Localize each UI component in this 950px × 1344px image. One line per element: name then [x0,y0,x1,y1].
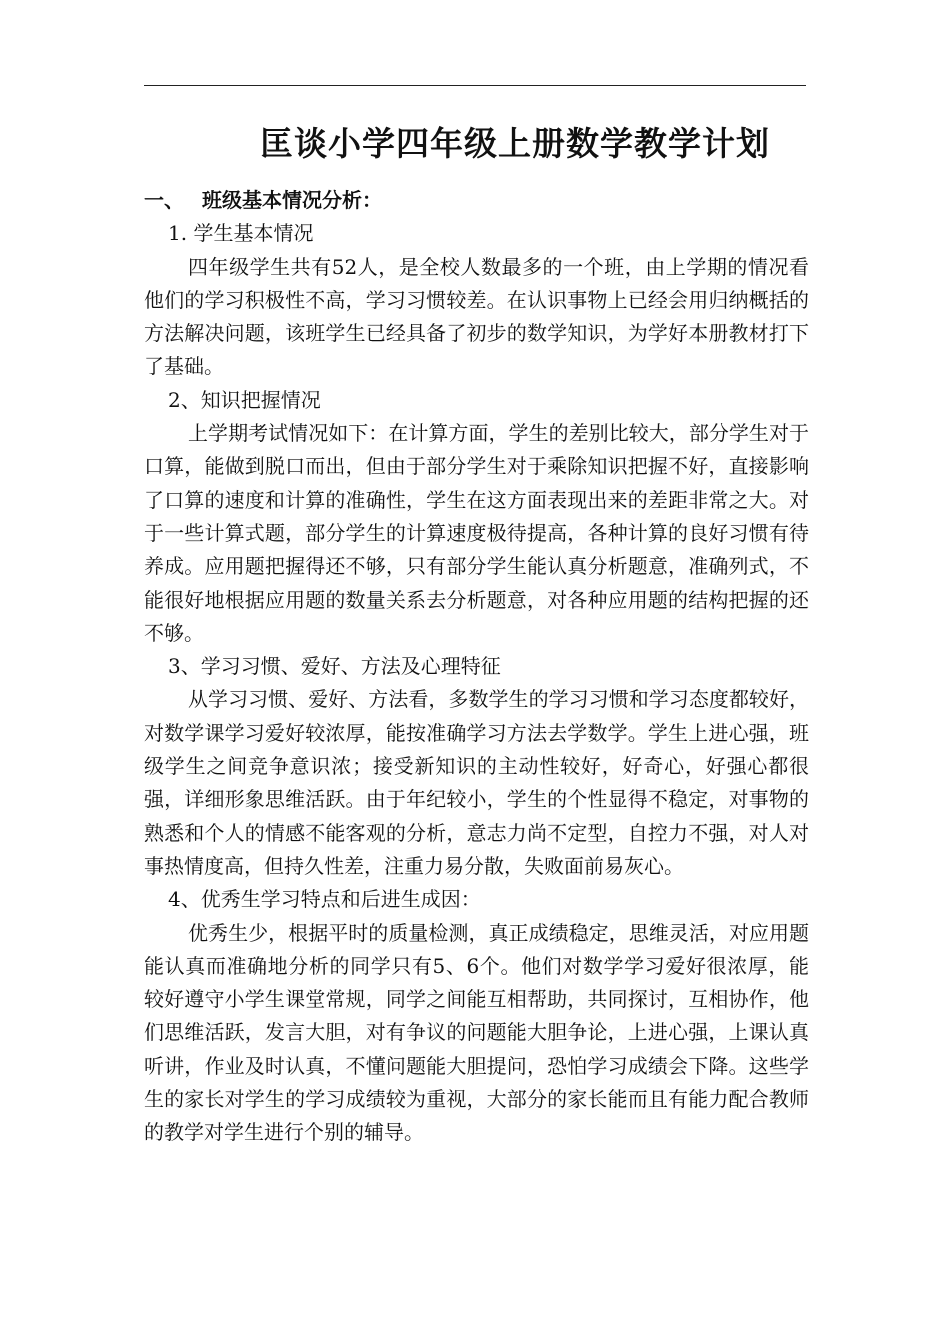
header-rule [144,85,806,86]
subsection-heading-student-basics: 1. 学生基本情况 [168,221,314,246]
document-title: 匡谈小学四年级上册数学教学计划 [260,124,770,163]
paragraph-student-basics: 四年级学生共有52人，是全校人数最多的一个班，由上学期的情况看他们的学习积极性不高，学习习惯较差。在认识事物上已经会用归纳概括的方法解决问题，该班学生已经具备了初步的数学知识，为学好本册教材打下了基础。 [144,254,809,379]
section-heading-text: 班级基本情况分析： [202,188,382,212]
paragraph-top-students: 优秀生少，根据平时的质量检测，真正成绩稳定，思维灵活，对应用题能认真而准确地分析的同学只有5、6个。他们对数学学习爱好很浓厚，能较好遵守小学生课堂常规，同学之间能互相帮助，共同探讨，互相协作，他们思维活跃，发言大胆，对有争议的问题能大胆争论，上进心强，上课认真听讲，作业及时认真，不懂问题能大胆提问，恐怕学习成绩会下降。这些学生的家长对学生的学习成绩较为重视，大部分的家长能而且有能力配合教师的教学对学生进行个别的辅导。 [144,920,809,1145]
paragraph-knowledge: 上学期考试情况如下：在计算方面，学生的差别比较大，部分学生对于口算，能做到脱口而出，但由于部分学生对于乘除知识把握不好，直接影响了口算的速度和计算的准确性，学生在这方面表现出来的差距非常之大。对于一些计算式题，部分学生的计算速度极待提高，各种计算的良好习惯有待养成。应用题把握得还不够，只有部分学生能认真分析题意，准确列式，不能很好地根据应用题的数量关系去分析题意，对各种应用题的结构把握的还不够。 [144,421,809,645]
subsection-heading-habits: 3、学习习惯、爱好、方法及心理特征 [168,654,501,679]
paragraph-habits: 从学习习惯、爱好、方法看，多数学生的学习习惯和学习态度都较好，对数学课学习爱好较浓厚，能按准确学习方法去学数学。学生上进心强，班级学生之间竞争意识浓；接受新知识的主动性较好，好奇心，好强心都很强，详细形象思维活跃。由于年纪较小，学生的个性显得不稳定，对事物的熟悉和个人的情感不能客观的分析，意志力尚不定型，自控力不强，对人对事热情度高，但持久性差，注重力易分散，失败面前易灰心。 [144,687,809,878]
section-number: 一、 [144,188,184,212]
subsection-heading-knowledge: 2、知识把握情况 [168,387,321,412]
document-body [144,184,809,1150]
subsection-heading-top-students: 4、优秀生学习特点和后进生成因： [168,887,481,912]
section-heading [144,184,809,217]
